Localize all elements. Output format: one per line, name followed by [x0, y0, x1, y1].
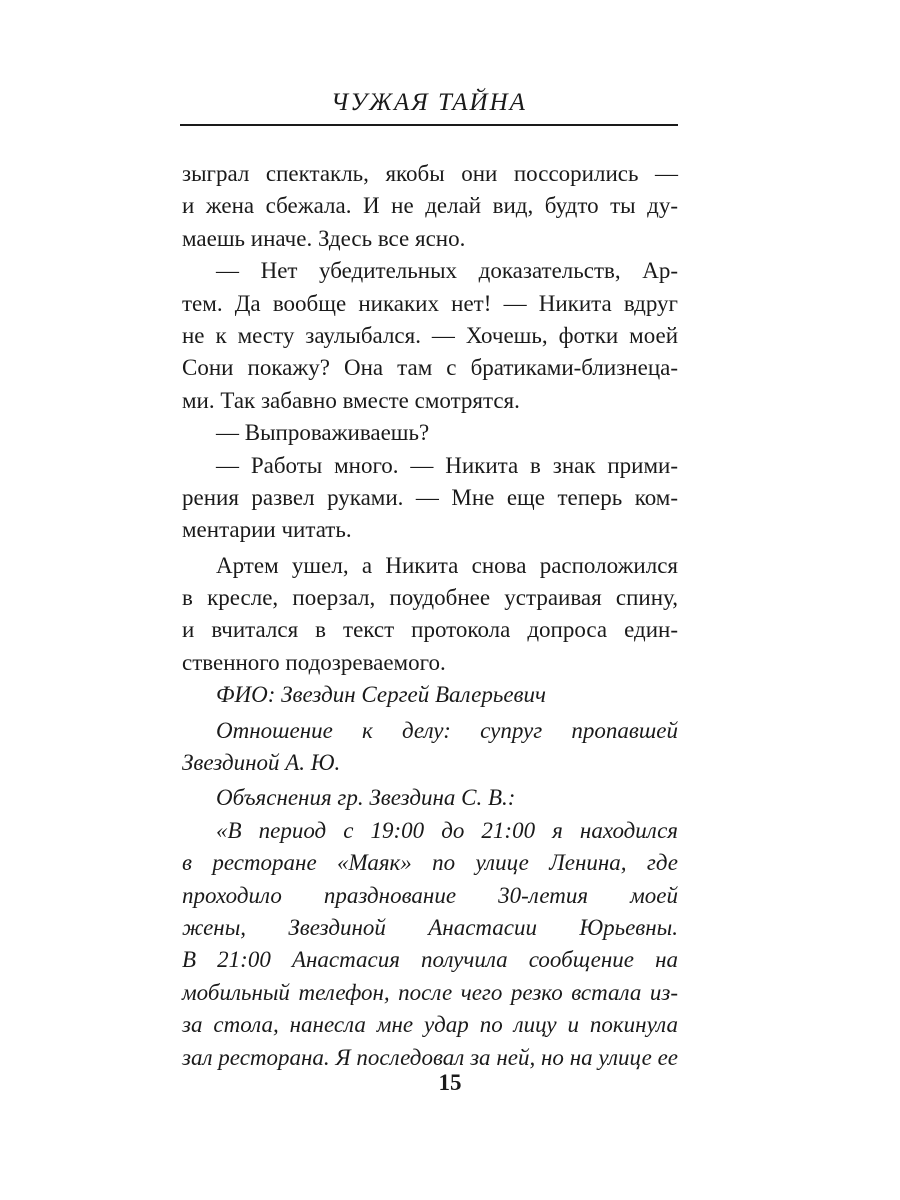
text-line: жены, Звездиной Анастасии Юрьевны.	[182, 914, 678, 940]
text-line: тем. Да вообще никаких нет! — Никита вдруг	[182, 290, 678, 316]
text-line: Артем ушел, а Никита снова расположился	[216, 552, 678, 578]
running-title: ЧУЖАЯ ТАЙНА	[331, 89, 527, 116]
text-line: рения развел руками. — Мне еще теперь ком-	[182, 484, 678, 510]
text-line: мобильный телефон, после чего резко встала из-	[182, 979, 678, 1005]
page-number: 15	[438, 1070, 462, 1095]
text-line: — Работы много. — Никита в знак прими-	[216, 452, 678, 478]
text-line: и вчитался в текст протокола допроса един-	[182, 617, 678, 643]
text-line: Сони покажу? Она там с братиками-близнеца-	[182, 355, 678, 381]
text-line: зал ресторана. Я последовал за ней, но на улице ее	[182, 1044, 678, 1070]
text-line: Объяснения гр. Звездина С. В.:	[216, 785, 516, 811]
text-line: — Нет убедительных доказательств, Ар-	[216, 258, 678, 284]
text-line: ми. Так забавно вместе смотрятся.	[182, 387, 520, 413]
text-line: и жена сбежала. И не делай вид, будто ты ду-	[182, 193, 678, 219]
text-line: в ресторане «Маяк» по улице Ленина, где	[182, 850, 678, 876]
page-body	[182, 158, 678, 1074]
text-line: не к месту заулыбался. — Хочешь, фотки моей	[182, 322, 678, 348]
text-line: ственного подозреваемого.	[182, 649, 446, 675]
text-line: маешь иначе. Здесь все ясно.	[182, 225, 466, 251]
text-line: Звездиной А. Ю.	[182, 750, 341, 776]
text-line: «В период с 19:00 до 21:00 я находился	[216, 817, 678, 843]
text-line: за стола, нанесла мне удар по лицу и покинула	[182, 1012, 678, 1038]
text-line: ФИО: Звездин Сергей Валерьевич	[216, 682, 546, 708]
header-rule	[180, 124, 678, 126]
text-line: ментарии читать.	[182, 517, 352, 543]
text-line: проходило празднование 30-летия моей	[182, 882, 678, 908]
text-line: в кресле, поерзал, поудобнее устраивая спину,	[182, 585, 678, 611]
text-line: В 21:00 Анастасия получила сообщение на	[182, 947, 678, 973]
text-line: зыграл спектакль, якобы они поссорились —	[182, 161, 678, 186]
text-line: — Выпроваживаешь?	[216, 420, 430, 446]
text-line: Отношение к делу: супруг пропавшей	[216, 717, 678, 743]
